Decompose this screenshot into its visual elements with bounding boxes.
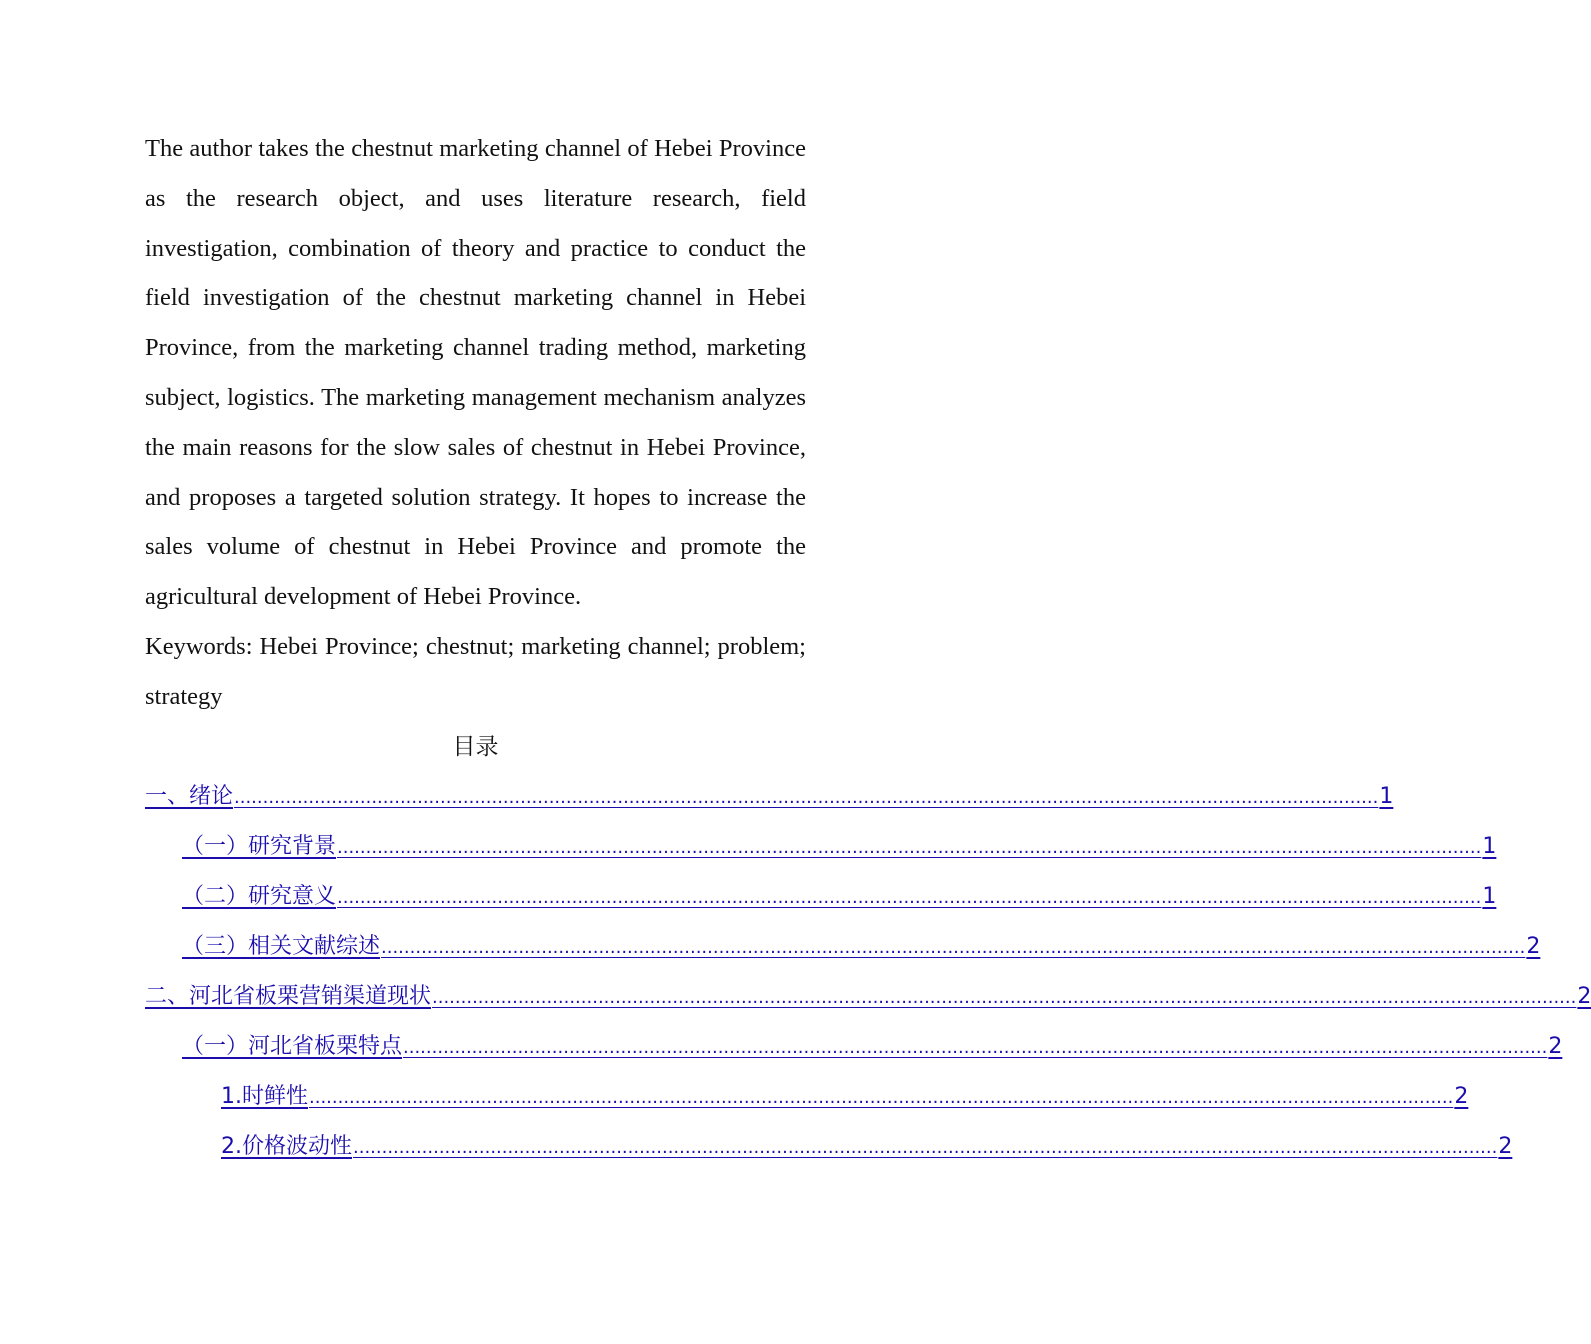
toc-page-number: 1 (1482, 833, 1497, 859)
toc-entry[interactable] (145, 1072, 1469, 1122)
toc-page-number: 2 (1548, 1033, 1563, 1059)
toc-entry[interactable] (145, 1022, 1563, 1072)
toc-entry[interactable] (145, 1122, 1513, 1172)
toc-page-number: 1 (1482, 883, 1497, 909)
toc-leader-dots: ........................................................................................................................................................................................................ (337, 886, 1482, 908)
toc-entry[interactable] (145, 922, 1541, 972)
toc-entry[interactable] (145, 822, 1497, 872)
toc-page-number: 2 (1498, 1133, 1513, 1159)
toc-leader-dots: ........................................................................................................................................................................................................ (432, 986, 1577, 1008)
toc-entry-label: （二）研究意义 (182, 883, 337, 909)
toc-entry-label: 1.时鲜性 (221, 1083, 308, 1109)
toc-leader-dots: ........................................................................................................................................................................................................ (353, 1136, 1498, 1158)
toc-entry[interactable] (145, 772, 1394, 822)
toc-leader-dots: ........................................................................................................................................................................................................ (337, 836, 1482, 858)
toc-entry[interactable] (145, 972, 1591, 1022)
toc-entry-label: （一）研究背景 (182, 833, 337, 859)
toc-page-number: 2 (1454, 1083, 1469, 1109)
toc-entry-label: 一、绪论 (145, 783, 234, 809)
toc-leader-dots: ........................................................................................................................................................................................................ (309, 1086, 1454, 1108)
toc-leader-dots: ........................................................................................................................................................................................................ (403, 1036, 1548, 1058)
abstract-body: The author takes the chestnut marketing channel of Hebei Province as the research object, and uses literature research, field investigation, combination of theory and practice to conduct the field investigation of the chestnut marketing channel in Hebei Province, from the marketing channel trading method, marketing subject, logistics. The marketing management mechanism analyzes the main reasons for the slow sales of chestnut in Hebei Province, and proposes a targeted solution strategy. It hopes to increase the sales volume of chestnut in Hebei Province and promote the agricultural development of Hebei Province. (145, 135, 806, 611)
abstract-keywords: Keywords: Hebei Province; chestnut; marketing channel; problem; strategy (145, 632, 806, 710)
toc-entry-label: （三）相关文献综述 (182, 933, 381, 959)
document-page (145, 124, 1591, 1172)
toc-page-number: 2 (1526, 933, 1541, 959)
toc-entry-label: 二、河北省板栗营销渠道现状 (145, 983, 432, 1009)
toc-entry[interactable] (145, 872, 1497, 922)
toc-leader-dots: ........................................................................................................................................................................................................ (234, 786, 1379, 808)
toc-entry-label: （一）河北省板栗特点 (182, 1033, 403, 1059)
toc-page-number: 1 (1379, 783, 1394, 809)
toc-entry-label: 2.价格波动性 (221, 1133, 352, 1159)
toc-title: 目录 (452, 733, 499, 760)
toc-leader-dots: ........................................................................................................................................................................................................ (381, 936, 1526, 958)
toc-page-number: 2 (1577, 983, 1591, 1009)
